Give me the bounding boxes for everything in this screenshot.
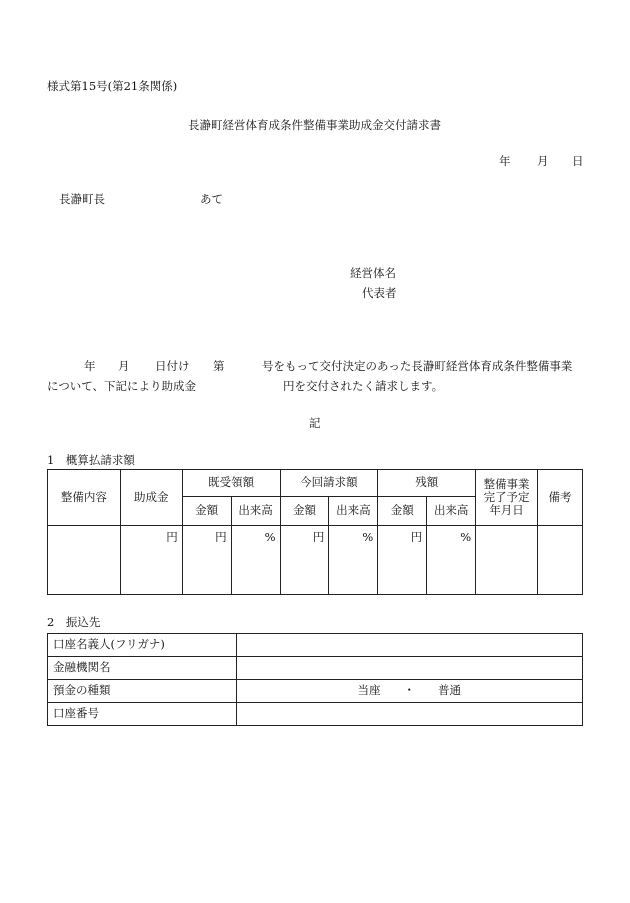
cell-received-amount[interactable]: 円	[182, 526, 231, 595]
body-line2-end: 円を交付されたく請求します。	[283, 379, 444, 393]
bank-name-field[interactable]	[236, 657, 582, 680]
cell-content[interactable]	[48, 526, 121, 595]
account-holder-field[interactable]	[236, 634, 582, 657]
cell-subsidy[interactable]: 円	[120, 526, 182, 595]
cell-remarks[interactable]	[538, 526, 583, 595]
header-content: 整備内容	[48, 470, 121, 526]
body-month: 月	[118, 359, 130, 373]
cell-current-amount[interactable]: 円	[280, 526, 329, 595]
header-received: 既受領額	[182, 470, 280, 497]
header-received-progress: 出来高	[231, 497, 280, 526]
addressee-name: 長瀞町長	[59, 192, 105, 206]
header-current-amount: 金額	[280, 497, 329, 526]
header-current-progress: 出来高	[329, 497, 378, 526]
header-remarks: 備考	[538, 470, 583, 526]
ki-mark: 記	[309, 416, 321, 430]
account-number-field[interactable]	[236, 703, 582, 726]
estimate-table	[47, 469, 583, 595]
header-balance-amount: 金額	[378, 497, 427, 526]
bank-row-label: 預金の種類	[48, 680, 237, 703]
body-rest: 号をもって交付決定のあった長瀞町経営体育成条件整備事業	[262, 359, 573, 373]
header-balance: 残額	[378, 470, 476, 497]
applicant-org-label: 経営体名	[350, 266, 396, 280]
body-dai: 第	[213, 359, 225, 373]
cell-current-progress[interactable]: %	[329, 526, 378, 595]
cell-received-progress[interactable]: %	[231, 526, 280, 595]
document-title: 長瀞町経営体育成条件整備事業助成金交付請求書	[188, 118, 441, 132]
bank-row-label: 金融機関名	[48, 657, 237, 680]
bank-account-table	[47, 633, 583, 726]
body-day: 日付け	[155, 359, 190, 373]
header-subsidy: 助成金	[120, 470, 182, 526]
date-day: 日	[572, 154, 584, 168]
header-current: 今回請求額	[280, 470, 378, 497]
section2-title: 2 振込先	[47, 615, 101, 629]
body-line2-start: について、下記により助成金	[47, 379, 197, 393]
section1-title: 1 概算払請求額	[47, 453, 135, 467]
header-completion-line2: 完了予定	[483, 489, 530, 504]
form-number: 様式第15号(第21条関係)	[47, 79, 178, 93]
addressee-ate: あて	[200, 192, 223, 206]
header-received-amount: 金額	[182, 497, 231, 526]
applicant-rep-label: 代表者	[362, 286, 397, 300]
deposit-type-field[interactable]: 当座 ・ 普通	[236, 680, 582, 703]
date-month: 月	[537, 154, 549, 168]
bank-row-label: 口座番号	[48, 703, 237, 726]
header-completion-line1: 整備事業	[483, 476, 530, 491]
body-year: 年	[84, 359, 96, 373]
bank-row-label: 口座名義人(フリガナ)	[48, 634, 237, 657]
date-year: 年	[499, 154, 511, 168]
header-completion-line3: 年月日	[489, 503, 524, 518]
cell-completion[interactable]	[476, 526, 538, 595]
cell-balance-progress[interactable]: %	[427, 526, 476, 595]
header-completion	[476, 470, 538, 526]
header-balance-progress: 出来高	[427, 497, 476, 526]
cell-balance-amount[interactable]: 円	[378, 526, 427, 595]
